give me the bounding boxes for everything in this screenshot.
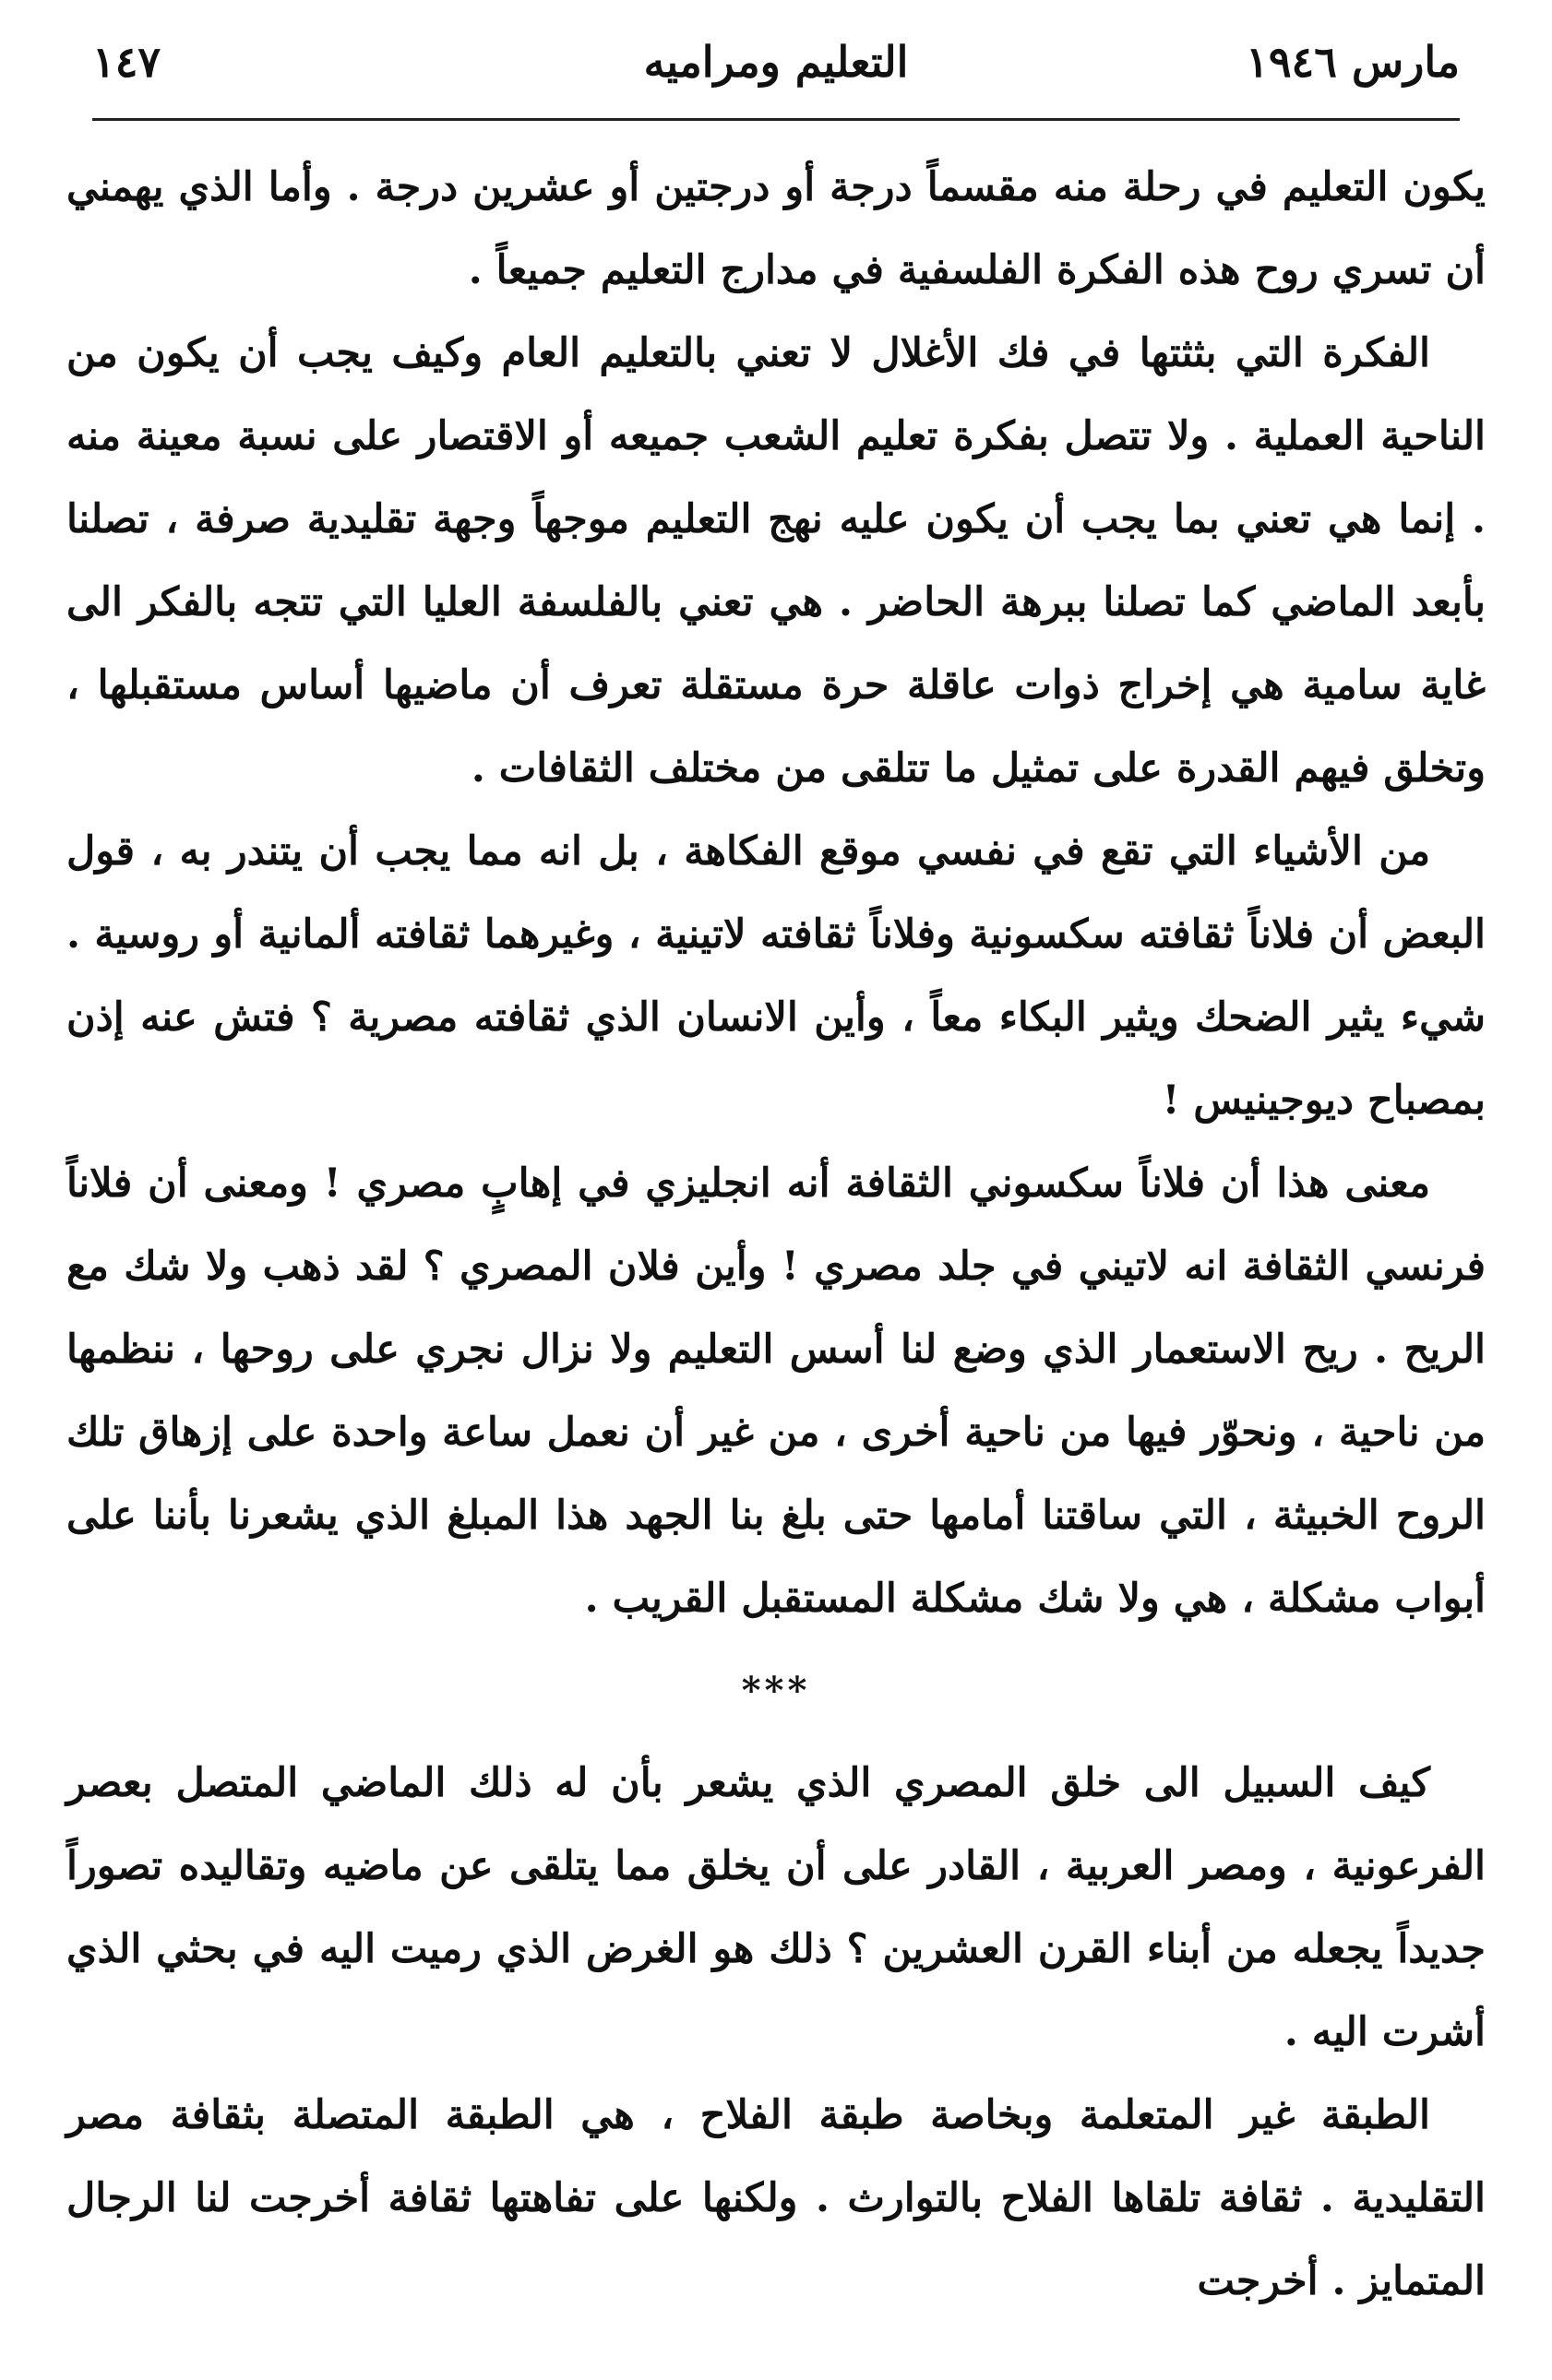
page-header [92,26,1460,100]
paragraph-4: معنى هذا أن فلاناً سكسوني الثقافة أنه انجليزي في إهابٍ مصري ! ومعنى أن فلاناً فرنسي الثقافة انه لاتيني في جلد مصري ! وأين فلان المصري ؟ لقد ذهب ولا شك مع الريح . ريح الاستعمار الذي وضع لنا أسس التعليم ولا نزال نجري على روحها ، ننظمها من ناحية ، ونحوّر فيها من ناحية أخرى ، من غير أن نعمل ساعة واحدة على إزهاق تلك الروح الخبيثة ، التي ساقتنا أمامها حتى بلغ بنا الجهد هذا المبلغ الذي يشعرنا بأننا على أبواب مشكلة ، هي ولا شك مشكلة المستقبل القريب . [66,1160,1486,1622]
header-rule [92,118,1460,121]
paragraph-6: الطبقة غير المتعلمة وبخاصة طبقة الفلاح ، هي الطبقة المتصلة بثقافة مصر التقليدية . ثقافة تلقاها الفلاح بالتوارث . ولكنها على تفاهتها ثقافة أخرجت لنا الرجال المتمايز . أخرجت [66,2092,1486,2304]
article-body [66,146,1486,2323]
section-divider: *** [741,1669,811,1712]
header-title: التعليم ومراميه [643,37,909,87]
paragraph-1: يكون التعليم في رحلة منه مقسماً درجة أو درجتين أو عشرين درجة . وأما الذي يهمني أن تسري روح هذه الفكرة الفلسفية في مدارج التعليم جميعاً . [66,164,1486,293]
paragraph-5: كيف السبيل الى خلق المصري الذي يشعر بأن له ذلك الماضي المتصل بعصر الفرعونية ، ومصر العربية ، القادر على أن يخلق مما يتلقى عن ماضيه وتقاليده تصوراً جديداً يجعله من أبناء القرن العشرين ؟ ذلك هو الغرض الذي رميت اليه في بحثي الذي أشرت اليه . [66,1760,1486,2055]
page-number: ١٤٧ [92,37,161,87]
header-date: مارس ١٩٤٦ [1246,37,1460,87]
paragraph-3: من الأشياء التي تقع في نفسي موقع الفكاهة ، بل انه مما يجب أن يتندر به ، قول البعض أن فلاناً ثقافته سكسونية وفلاناً ثقافته لاتينية ، وغيرهما ثقافته ألمانية أو روسية . شيء يثير الضحك ويثير البكاء معاً ، وأين الانسان الذي ثقافته مصرية ؟ فتش عنه إذن بمصباح ديوجينيس ! [66,828,1486,1124]
paragraph-2: الفكرة التي بثثتها في فك الأغلال لا تعني بالتعليم العام وكيف يجب أن يكون من الناحية العملية . ولا تتصل بفكرة تعليم الشعب جميعه أو الاقتصار على نسبة معينة منه . إنما هي تعني بما يجب أن يكون عليه نهج التعليم موجهاً وجهة تقليدية صرفة ، تصلنا بأبعد الماضي كما تصلنا ببرهة الحاضر . هي تعني بالفلسفة العليا التي تتجه بالفكر الى غاية سامية هي إخراج ذوات عاقلة حرة مستقلة تعرف أن ماضيها أساس مستقبلها ، وتخلق فيهم القدرة على تمثيل ما تتلقى من مختلف الثقافات . [66,330,1486,791]
